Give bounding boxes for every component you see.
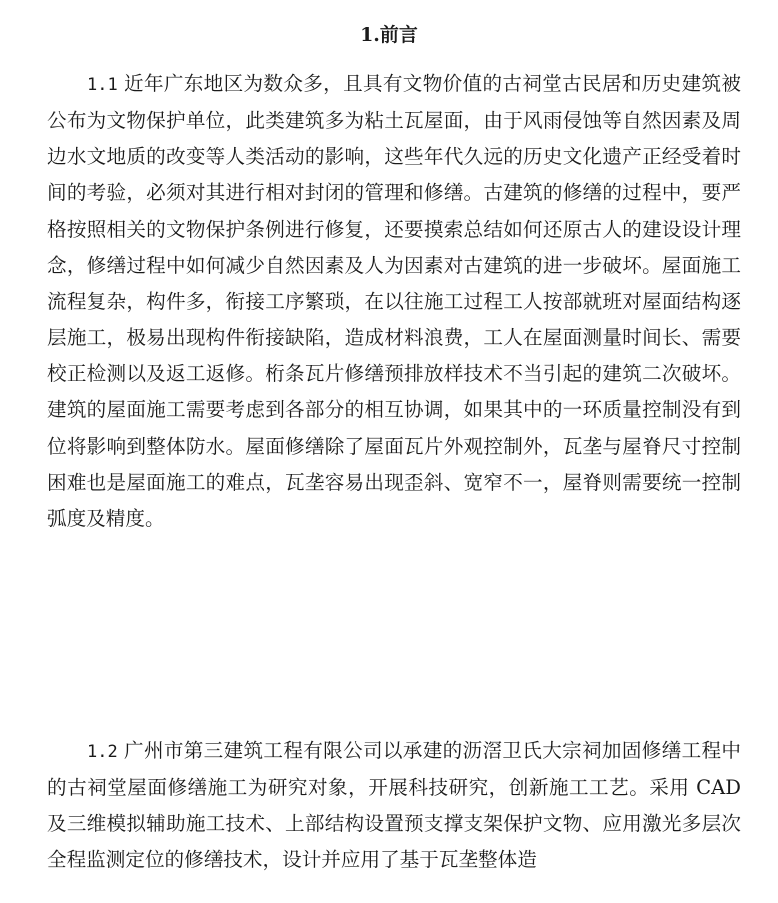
paragraph-1-1 — [47, 66, 741, 537]
paragraph-1-2 — [47, 733, 741, 879]
paragraph-number: 1.2 — [87, 742, 118, 762]
paragraph-number: 1.1 — [87, 75, 118, 95]
paragraph-text: 近年广东地区为数众多，且具有文物价值的古祠堂古民居和历史建筑被公布为文物保护单位，此类建筑多为粘土瓦屋面，由于风雨侵蚀等自然因素及周边水文地质的改变等人类活动的影响，这些年代久远的历史文化遗产正经受着时间的考验，必须对其进行相对封闭的管理和修缮。古建筑的修缮的过程中，要严格按照相关的文物保护条例进行修复，还要摸索总结如何还原古人的建设设计理念，修缮过程中如何减少自然因素及人为因素对古建筑的进一步破坏。屋面施工流程复杂，构件多，衔接工序繁琐，在以往施工过程工人按部就班对屋面结构逐层施工，极易出现构件衔接缺陷，造成材料浪费，工人在屋面测量时间长、需要校正检测以及返工返修。桁条瓦片修缮预排放样技术不当引起的建筑二次破坏。建筑的屋面施工需要考虑到各部分的相互协调，如果其中的一环质量控制没有到位将影响到整体防水。屋面修缮除了屋面瓦片外观控制外，瓦垄与屋脊尺寸控制困难也是屋面施工的难点，瓦垄容易出现歪斜、宽窄不一，屋脊则需要统一控制弧度及精度。 — [47, 72, 741, 530]
section-heading: 1.前言 — [360, 24, 418, 46]
paragraph-text: 广州市第三建筑工程有限公司以承建的沥滘卫氏大宗祠加固修缮工程中的古祠堂屋面修缮施工为研究对象，开展科技研究，创新施工工艺。采用 CAD 及三维模拟辅助施工技术、上部结构设置预支撑支架保护文物、应用激光多层次全程监测定位的修缮技术，设计并应用了基于瓦垄整体造 — [47, 739, 741, 872]
